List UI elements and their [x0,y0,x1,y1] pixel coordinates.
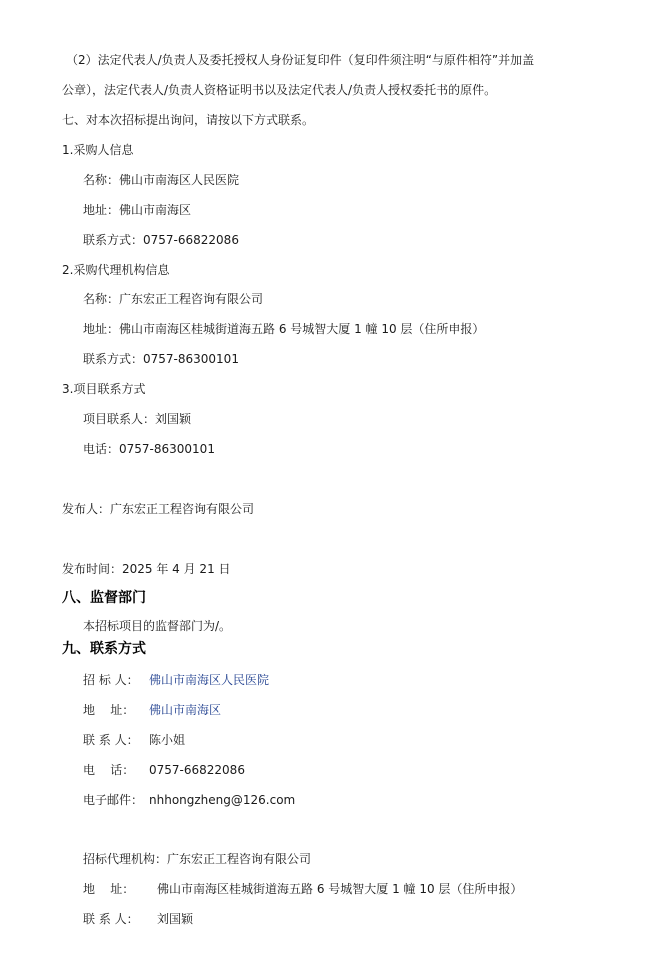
purchaser-address: 地址：佛山市南海区 [83,203,192,217]
agency-row [83,851,311,867]
address2-row [83,881,522,897]
paragraph-line: 公章），法定代表人/负责人资格证明书以及法定代表人/负责人授权委托书的原件。 [62,83,497,97]
contact1-label: 联 系 人： [83,733,139,747]
purchaser-heading: 1.采购人信息 [62,143,134,157]
contact2-row [83,911,193,927]
paragraph-line: （2）法定代表人/负责人及委托授权人身份证复印件（复印件须注明“与原件相符”并加盖 [66,53,535,67]
address1-value: 佛山市南海区 [149,703,222,717]
tenderer-label: 招 标 人： [83,673,139,687]
email-value: nhhongzheng@126.com [149,793,296,807]
section-8-title: 八、监督部门 [62,590,146,606]
contact2-label: 联 系 人： [83,912,139,926]
phone1-row [83,762,245,778]
email-row [83,792,295,808]
phone1-label: 电 话： [83,763,135,777]
phone1-value: 0757-66822086 [149,763,245,777]
agency-label: 招标代理机构： [83,852,168,866]
address2-label: 地 址： [83,882,135,896]
tenderer-value: 佛山市南海区人民医院 [149,673,270,687]
agency-contact: 联系方式：0757-86300101 [83,352,239,366]
agency-address: 地址：佛山市南海区桂城街道海五路 6 号城智大厦 1 幢 10 层（住所申报） [83,322,485,336]
project-phone: 电话：0757-86300101 [83,442,215,456]
supervision-text: 本招标项目的监督部门为/。 [83,619,232,633]
address1-label: 地 址： [83,703,135,717]
project-heading: 3.项目联系方式 [62,382,146,396]
email-label: 电子邮件： [83,793,144,807]
purchaser-contact: 联系方式：0757-66822086 [83,233,239,247]
tenderer-row [83,672,269,688]
agency-heading: 2.采购代理机构信息 [62,263,170,277]
project-person: 项目联系人：刘国颖 [83,412,192,426]
address2-value: 佛山市南海区桂城街道海五路 6 号城智大厦 1 幢 10 层（住所申报） [157,882,523,896]
contact2-value: 刘国颖 [157,912,194,926]
agency-value: 广东宏正工程咨询有限公司 [167,852,312,866]
publish-time: 发布时间：2025 年 4 月 21 日 [62,562,231,576]
purchaser-name: 名称：佛山市南海区人民医院 [83,173,240,187]
address1-row [83,702,221,718]
contact1-value: 陈小姐 [149,733,186,747]
contact1-row [83,732,185,748]
agency-name: 名称：广东宏正工程咨询有限公司 [83,292,264,306]
section-9-title: 九、联系方式 [62,641,146,657]
publisher: 发布人：广东宏正工程咨询有限公司 [62,502,255,516]
section-7-title: 七、对本次招标提出询问，请按以下方式联系。 [62,113,315,127]
